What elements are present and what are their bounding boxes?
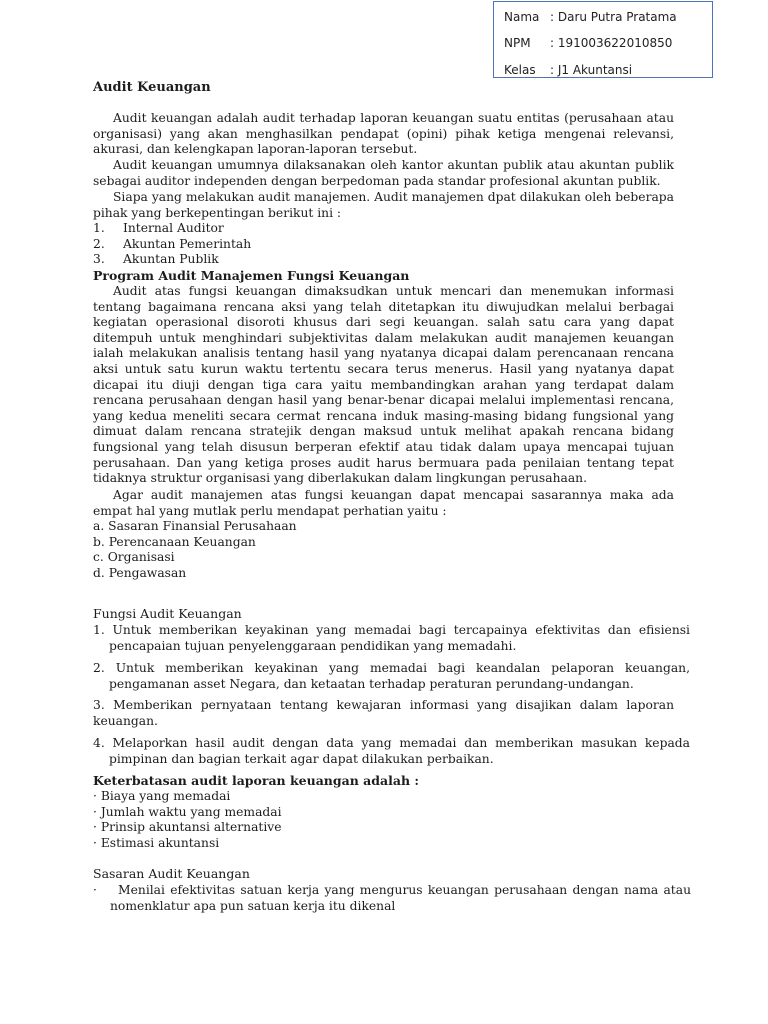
list-item: 1. Internal Auditor — [93, 221, 224, 235]
program-paragraph-2: Agar audit manajemen atas fungsi keuangan dapat mencapai sasarannya maka ada empat hal yang mutlak perlu mendapat perhatian yaitu : — [93, 488, 674, 518]
program-items — [93, 519, 674, 581]
identity-row-kelas — [504, 63, 632, 77]
fungsi-item-4: 4. Melaporkan hasil audit dengan data yang memadai dan memberikan masukan kepada pimpinan dan bagian terkait agar dapat dilakukan perbaikan. — [93, 736, 690, 766]
intro-paragraph-2: Audit keuangan umumnya dilaksanakan oleh kantor akuntan publik atau akuntan publik sebagai auditor independen dengan berpedoman pada standar profesional akuntan publik. — [93, 158, 674, 188]
list-item: c. Organisasi — [93, 550, 175, 565]
list-item: · Jumlah waktu yang memadai — [93, 804, 282, 819]
list-item: · Estimasi akuntansi — [93, 835, 220, 850]
nama-value: : Daru Putra Pratama — [550, 10, 677, 24]
list-item: a. Sasaran Finansial Perusahaan — [93, 519, 297, 533]
list-item: 2. Akuntan Pemerintah — [93, 236, 252, 251]
identity-row-nama — [504, 10, 677, 24]
sasaran-item-1: · Menilai efektivitas satuan kerja yang mengurus keuangan perusahaan dengan nama atau nomenklatur apa pun satuan kerja itu dikenal — [93, 883, 691, 913]
list-item: 3. Akuntan Publik — [93, 252, 219, 267]
npm-value: : 191003622010850 — [550, 36, 673, 50]
identity-row-npm — [504, 36, 672, 50]
intro-paragraph-1: Audit keuangan adalah audit terhadap laporan keuangan suatu entitas (perusahaan atau organisasi) yang akan menghasilkan pendapat (opini) pihak ketiga mengenai relevansi, akurasi, dan kelengkapan laporan-laporan tersebut. — [93, 111, 674, 157]
sasaran-heading: Sasaran Audit Keuangan — [93, 866, 250, 881]
program-heading: Program Audit Manajemen Fungsi Keuangan — [93, 268, 410, 283]
intro-paragraph-3: Siapa yang melakukan audit manajemen. Audit manajemen dpat dilakukan oleh beberapa pihak yang berkepentingan berikut ini : — [93, 190, 674, 220]
kelas-label: Kelas — [504, 63, 536, 77]
list-item: d. Pengawasan — [93, 565, 187, 580]
student-identity-box — [493, 1, 713, 78]
nama-label: Nama — [504, 10, 540, 24]
keterbatasan-heading: Keterbatasan audit laporan keuangan adalah : — [93, 773, 420, 788]
kelas-value: : J1 Akuntansi — [550, 63, 633, 77]
fungsi-heading: Fungsi Audit Keuangan — [93, 606, 242, 621]
keterbatasan-list — [93, 789, 674, 851]
program-paragraph-1: Audit atas fungsi keuangan dimaksudkan untuk mencari dan menemukan informasi tentang bagaimana rencana aksi yang telah ditetapkan itu diwujudkan melalui berbagai kegiatan operasional disoroti khusus dari segi keuangan. salah satu cara yang dapat ditempuh untuk menghindari subjektivitas dalam melakukan audit manajemen keuangan ialah melakukan analisis tentang hasil yang nyatanya dicapai dalam perencanaan rencana aksi untuk satu kurun waktu tertentu secara terus menerus. Hasil yang nyatanya dapat dicapai itu diuji dengan tiga cara yaitu membandingkan arahan yang terdapat dalam rencana perusahaan dengan hasil yang benar-benar dicapai melalui implementasi rencana, yang kedua meneliti secara cermat rencana induk masing-masing bidang fungsional yang dimuat dalam rencana stratejik dengan maksud untuk melihat apakah rencana bidang fungsional yang telah disusun berperan efektif atau tidak dalam upaya mencapai tujuan perusahaan. Dan yang ketiga proses audit harus bermuara pada penilaian tentang tepat tidaknya struktur organisasi yang diberlakukan dalam lingkungan perusahaan. — [93, 284, 674, 486]
auditor-list — [93, 221, 674, 268]
page-title: Audit Keuangan — [93, 80, 211, 95]
fungsi-item-3: 3. Memberikan pernyataan tentang kewajaran informasi yang disajikan dalam laporan keuangan. — [93, 698, 674, 728]
fungsi-item-1: 1. Untuk memberikan keyakinan yang memadai bagi tercapainya efektivitas dan efisiensi pencapaian tujuan penyelenggaraan pendidikan yang memadahi. — [93, 623, 690, 653]
list-item: b. Perencanaan Keuangan — [93, 534, 256, 549]
fungsi-item-2: 2. Untuk memberikan keyakinan yang memadai bagi keandalan pelaporan keuangan, pengamanan asset Negara, dan ketaatan terhadap peraturan perundang-undangan. — [93, 661, 690, 691]
npm-label: NPM — [504, 36, 531, 50]
list-item: · Prinsip akuntansi alternative — [93, 820, 282, 835]
list-item: · Biaya yang memadai — [93, 789, 231, 803]
